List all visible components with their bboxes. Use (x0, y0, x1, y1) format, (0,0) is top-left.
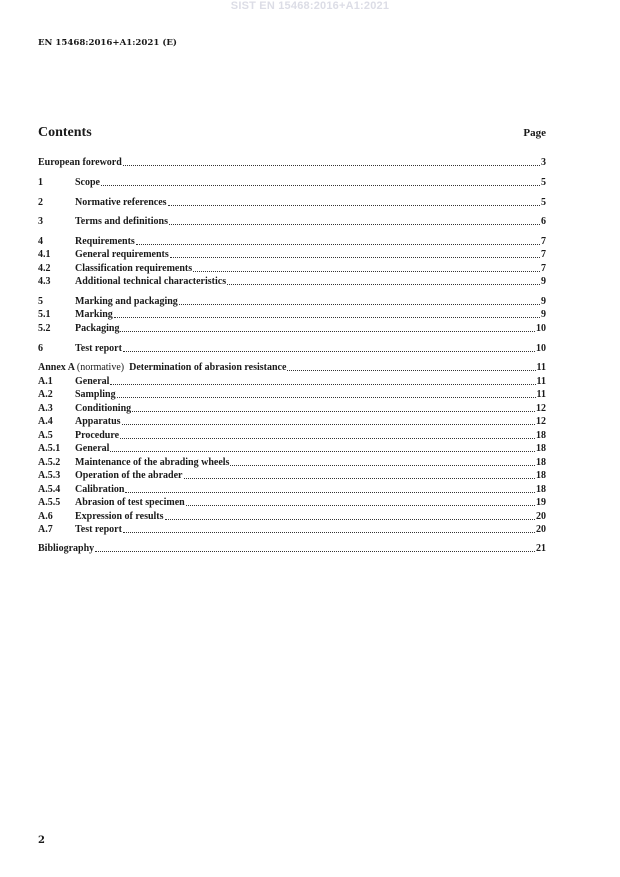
document-header: EN 15468:2016+A1:2021 (E) (38, 38, 177, 48)
toc-entry-page: 10 (536, 343, 546, 354)
toc-entry-title: Abrasion of test specimen (75, 497, 185, 508)
toc-entry-page: 18 (536, 484, 546, 495)
toc-entry-number: 2 (38, 197, 43, 208)
toc-entry-title: Marking and packaging (75, 296, 178, 307)
toc-entry-page: 20 (536, 524, 546, 535)
toc-entry-number: A.5.1 (38, 443, 61, 454)
toc-entry-number: 4.2 (38, 263, 51, 274)
toc-entry-title: Normative references (75, 197, 167, 208)
toc-entry-page: 21 (536, 543, 546, 554)
leader-dots (227, 283, 540, 285)
toc-entry-title: Calibration (75, 484, 125, 495)
toc-entry-page: 18 (536, 457, 546, 468)
toc-entry-page: 12 (536, 416, 546, 427)
toc-entry-title: Packaging (75, 323, 120, 334)
toc-entry-title: Marking (75, 309, 113, 320)
toc-entry-title: Scope (75, 177, 100, 188)
toc-entry[interactable] (38, 157, 546, 169)
contents-title: Contents (38, 125, 92, 140)
toc-entry-page: 6 (541, 216, 546, 227)
toc-entry-number: A.5.5 (38, 497, 61, 508)
annex-label (38, 362, 129, 374)
toc-entry-page: 18 (536, 443, 546, 454)
toc-entry-title: Procedure (75, 430, 120, 441)
leader-dots (169, 223, 540, 225)
toc-entry[interactable] (38, 296, 546, 308)
toc-entry-number: A.1 (38, 376, 53, 387)
toc-entry-title: Conditioning (75, 403, 132, 414)
toc-entry[interactable] (38, 376, 546, 388)
toc-entry-page: 7 (541, 236, 546, 247)
leader-dots (186, 504, 535, 506)
toc-entry-title: Operation of the abrader (75, 470, 183, 481)
leader-dots (170, 256, 540, 258)
toc-entry-page: 11 (536, 389, 546, 400)
leader-dots (101, 184, 540, 186)
toc-entry-number: A.5.3 (38, 470, 61, 481)
leader-dots (120, 437, 535, 439)
toc-entry[interactable] (38, 343, 546, 355)
toc-entry-number: A.5.2 (38, 457, 61, 468)
toc-entry[interactable] (38, 470, 546, 482)
annex-type: (normative) (76, 362, 125, 373)
toc-entry-page: 19 (536, 497, 546, 508)
toc-entry-number: 6 (38, 343, 43, 354)
toc-entry-title: Test report (75, 343, 122, 354)
toc-entry-title: General (75, 376, 110, 387)
leader-dots (132, 410, 535, 412)
toc-entry-number: 3 (38, 216, 43, 227)
leader-dots (193, 270, 540, 272)
toc-entry[interactable] (38, 389, 546, 401)
leader-dots (230, 464, 535, 466)
toc-entry[interactable] (38, 403, 546, 415)
toc-entry-page: 11 (536, 376, 546, 387)
toc-entry-number: 5.1 (38, 309, 51, 320)
leader-dots (110, 383, 535, 385)
toc-entry-title: Maintenance of the abrading wheels (75, 457, 230, 468)
leader-dots (110, 450, 535, 452)
toc-entry-number: A.5.4 (38, 484, 61, 495)
leader-dots (165, 518, 535, 520)
page-column-label: Page (523, 127, 546, 139)
toc-entry[interactable] (38, 543, 546, 555)
toc-entry[interactable] (38, 197, 546, 209)
leader-dots (179, 303, 540, 305)
toc-entry[interactable] (38, 457, 546, 469)
toc-entry-title: Additional technical characteristics (75, 276, 227, 287)
toc-entry-title: Classification requirements (75, 263, 193, 274)
toc-entry-title: European foreword (38, 157, 122, 168)
toc-entry-page: 9 (541, 296, 546, 307)
toc-entry[interactable] (38, 249, 546, 261)
toc-entry-page: 3 (541, 157, 546, 168)
toc-entry-title: Bibliography (38, 543, 95, 554)
toc-entry-page: 9 (541, 276, 546, 287)
toc-entry-title: Sampling (75, 389, 116, 400)
toc-entry-page: 7 (541, 263, 546, 274)
toc-entry-title: Test report (75, 524, 122, 535)
toc-entry-title: General requirements (75, 249, 169, 260)
toc-entry-page: 5 (541, 177, 546, 188)
toc-entry-title: Expression of results (75, 511, 164, 522)
toc-entry[interactable] (38, 524, 546, 536)
toc-entry-page: 11 (536, 362, 546, 373)
toc-entry[interactable] (38, 511, 546, 523)
page-number: 2 (38, 835, 45, 846)
toc-entry-number: 4.3 (38, 276, 51, 287)
leader-dots (184, 477, 536, 479)
leader-dots (114, 316, 540, 318)
toc-entry-number: 5 (38, 296, 43, 307)
toc-entry-number: 5.2 (38, 323, 51, 334)
toc-entry-page: 12 (536, 403, 546, 414)
toc-entry-title: Terms and definitions (75, 216, 168, 227)
toc-entry[interactable] (38, 497, 546, 509)
leader-dots (123, 350, 535, 352)
toc-entry-title: Requirements (75, 236, 135, 247)
leader-dots (117, 396, 536, 398)
toc-entry-number: A.7 (38, 524, 53, 535)
toc-entry[interactable] (38, 416, 546, 428)
toc-entry-number: 4.1 (38, 249, 51, 260)
leader-dots (123, 164, 540, 166)
toc-entry[interactable] (38, 430, 546, 442)
watermark: SIST EN 15468:2016+A1:2021 (230, 0, 390, 12)
leader-dots (125, 491, 535, 493)
toc-entry[interactable] (38, 236, 546, 248)
toc-entry[interactable] (38, 216, 546, 228)
toc-entry-number: A.3 (38, 403, 53, 414)
leader-dots (120, 330, 535, 332)
toc-entry-number: 4 (38, 236, 43, 247)
toc-entry-number: Annex A (38, 362, 75, 373)
toc-entry-number: A.6 (38, 511, 53, 522)
toc-entry[interactable] (38, 309, 546, 321)
toc-entry-page: 10 (536, 323, 546, 334)
toc-entry-page: 18 (536, 470, 546, 481)
toc-entry-page: 9 (541, 309, 546, 320)
leader-dots (168, 204, 540, 206)
toc-entry[interactable] (38, 323, 546, 335)
toc-entry-page: 20 (536, 511, 546, 522)
toc-entry[interactable] (38, 443, 546, 455)
toc-entry-title: Apparatus (75, 416, 121, 427)
toc-entry[interactable] (38, 484, 546, 496)
toc-entry[interactable] (38, 177, 546, 189)
toc-entry-title: General (75, 443, 110, 454)
toc-entry[interactable] (38, 276, 546, 288)
leader-dots (122, 423, 535, 425)
toc-entry[interactable] (38, 263, 546, 275)
toc-entry-number: A.2 (38, 389, 53, 400)
leader-dots (136, 243, 540, 245)
toc-entry-number: A.4 (38, 416, 53, 427)
toc-entry-page: 7 (541, 249, 546, 260)
toc-entry-number: 1 (38, 177, 43, 188)
toc-entry-number: A.5 (38, 430, 53, 441)
toc-entry-title: Determination of abrasion resistance (129, 362, 287, 373)
toc-entry-page: 5 (541, 197, 546, 208)
toc-entry-page: 18 (536, 430, 546, 441)
leader-dots (95, 550, 535, 552)
toc-entry-annex[interactable] (38, 362, 546, 374)
leader-dots (287, 369, 535, 371)
leader-dots (123, 531, 535, 533)
